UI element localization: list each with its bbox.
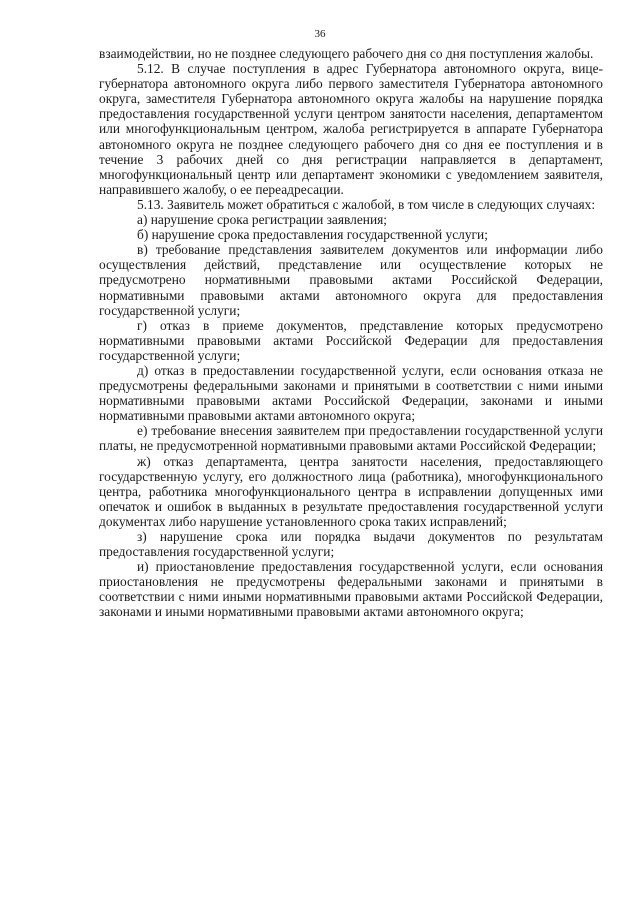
list-item-i: и) приостановление предоставления государственной услуги, если основания приостановления не предусмотрены федеральными законами и принятыми в соответствии с ними иными нормативными правовыми актами Российской Федерации, законами и иными нормативными правовыми актами автономного округа; <box>99 559 603 620</box>
paragraph-5-12: 5.12. В случае поступления в адрес Губернатора автономного округа, вице-губернатора автономного округа либо первого заместителя Губернатора автономного округа, заместителя Губернатора автономного округа жалобы на нарушение порядка предоставления государственной услуги центром занятости населения, департаментом или многофункциональным центром, жалоба регистрируется в аппарате Губернатора автономного округа не позднее следующего рабочего дня со дня ее поступления и в течение 3 рабочих дней со дня регистрации направляется в департамент, многофункциональный центр или департамент экономики с уведомлением заявителя, направившего жалобу, о ее переадресации. <box>99 61 603 197</box>
list-item-g: г) отказ в приеме документов, представление которых предусмотрено нормативными правовыми актами Российской Федерации для предоставления государственной услуги; <box>99 317 603 363</box>
list-item-b: б) нарушение срока предоставления государственной услуги; <box>137 227 488 243</box>
list-item-z: з) нарушение срока или порядка выдачи документов по результатам предоставления государственной услуги; <box>99 529 603 560</box>
list-item-e: е) требование внесения заявителем при предоставлении государственной услуги платы, не предусмотренной нормативными правовыми актами Российской Федерации; <box>99 423 603 454</box>
list-item-a: а) нарушение срока регистрации заявления; <box>137 212 387 228</box>
page-number: 36 <box>314 28 326 40</box>
paragraph-5-13: 5.13. Заявитель может обратиться с жалобой, в том числе в следующих случаях: <box>137 196 596 212</box>
paragraph-continuation: взаимодействии, но не позднее следующего рабочего дня со дня поступления жалобы. <box>99 46 594 61</box>
document-body <box>99 46 603 620</box>
list-item-zh: ж) отказ департамента, центра занятости населения, предоставляющего государственную услугу, его должностного лица (работника), многофункционального центра, работника многофункционального центра в исправлении допущенных ими опечаток и ошибок в выданных в результате предоставления государственной услуги документах либо нарушение установленного срока таких исправлений; <box>99 453 603 529</box>
list-item-d: д) отказ в предоставлении государственной услуги, если основания отказа не предусмотрены федеральными законами и принятыми в соответствии с ними иными нормативными правовыми актами Российской Федерации, законами и иными нормативными правовыми актами автономного округа; <box>99 362 603 424</box>
list-item-v: в) требование представления заявителем документов или информации либо осуществления действий, представление или осуществление которых не предусмотрено нормативными правовыми актами Российской Федерации, нормативными правовыми актами автономного округа для предоставления государственной услуги; <box>99 242 603 318</box>
